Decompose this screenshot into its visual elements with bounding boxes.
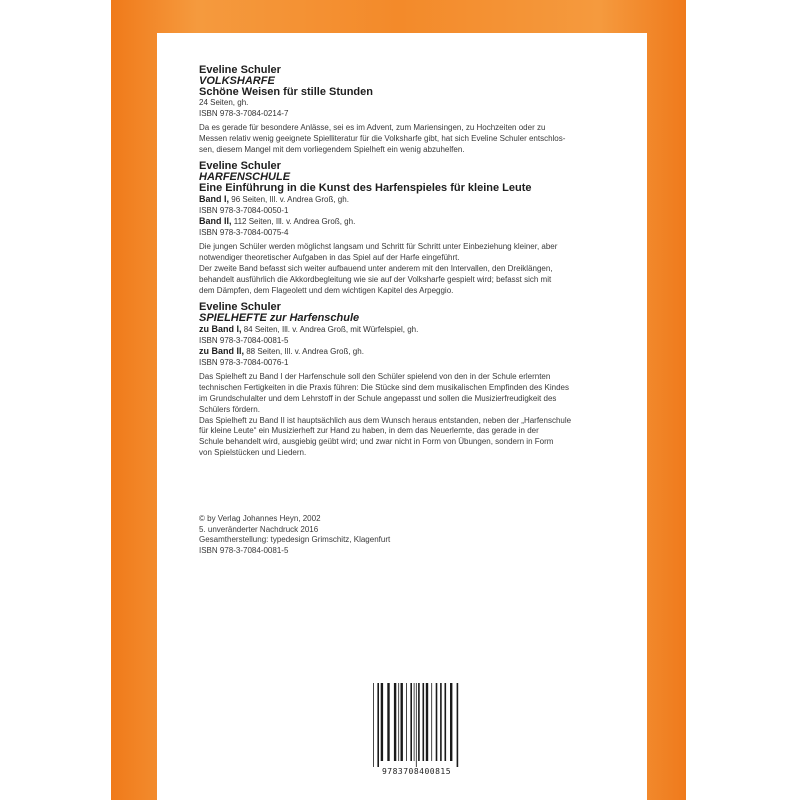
- book-subtitle: Eine Einführung in die Kunst des Harfenspieles für kleine Leute: [199, 182, 532, 195]
- author-name: Eveline Schuler: [199, 160, 281, 173]
- book-detail: [199, 98, 629, 109]
- description-line: von Spielstücken und Liedern.: [199, 447, 307, 457]
- book-title: SPIELHEFTE zur Harfenschule: [199, 312, 360, 325]
- description-line: für kleine Leute“ ein Musizierheft zur Hand zu haben, in dem das Neuerlernte, das gerade in der: [199, 426, 539, 436]
- description-line: Das Spielheft zu Band I der Harfenschule soll den Schüler spielend von den in der Schule erlernten: [199, 372, 551, 382]
- detail-text: 84 Seiten, Ill. v. Andrea Groß, mit Würfelspiel, gh.: [241, 325, 419, 335]
- barcode-bar: [418, 683, 420, 761]
- barcode-bar: [373, 683, 374, 767]
- book-listings: [199, 65, 629, 465]
- author-name: Eveline Schuler: [199, 301, 281, 314]
- barcode-bar: [387, 683, 389, 761]
- detail-text: ISBN 978-3-7084-0050-1: [199, 205, 289, 215]
- barcode-bars: [370, 683, 463, 767]
- barcode-bar: [394, 683, 396, 761]
- description-line: sen, diesem Mangel mit dem vorliegendem Spielheft ein wenig abzuhelfen.: [199, 144, 465, 154]
- book-entry: [199, 161, 629, 296]
- description-line: technischen Fertigkeiten in die Praxis führen: Die Stücke sind dem musikalischen Empfinden des Kindes: [199, 383, 569, 393]
- barcode-bar: [401, 683, 403, 761]
- detail-text: ISBN 978-3-7084-0075-4: [199, 227, 289, 237]
- barcode-number: 9783708400815: [381, 767, 452, 776]
- book-description: [199, 123, 629, 155]
- imprint-line: Gesamtherstellung: typedesign Grimschitz, Klagenfurt: [199, 535, 391, 545]
- barcode-bar: [414, 683, 415, 761]
- book-description: [199, 372, 629, 458]
- barcode-bar: [406, 683, 407, 761]
- book-detail: [199, 216, 629, 228]
- author-name: Eveline Schuler: [199, 64, 281, 76]
- detail-text: 88 Seiten, Ill. v. Andrea Groß, gh.: [244, 347, 364, 357]
- book-title: HARFENSCHULE: [199, 171, 291, 184]
- book-detail: [199, 324, 629, 336]
- imprint: [199, 514, 390, 556]
- detail-text: ISBN 978-3-7084-0214-7: [199, 108, 289, 118]
- description-line: Das Spielheft zu Band II ist hauptsächlich aus dem Wunsch heraus entstanden, neben der „Harfenschule: [199, 415, 572, 425]
- book-entry: [199, 65, 629, 155]
- description-line: dem Dämpfen, dem Flageolett und dem wichtigen Kapitel des Arpeggio.: [199, 285, 454, 295]
- book-detail: [199, 336, 629, 347]
- text-panel: [157, 33, 647, 800]
- barcode-bar: [423, 683, 425, 761]
- description-line: Der zweite Band befasst sich weiter aufbauend unter anderem mit den Intervallen, den Dreiklängen,: [199, 263, 553, 273]
- book-detail: [199, 206, 629, 217]
- volume-label: Band I,: [199, 194, 230, 205]
- imprint-line: 5. unveränderter Nachdruck 2016: [199, 524, 319, 534]
- imprint-line: ISBN 978-3-7084-0081-5: [199, 545, 289, 555]
- book-detail: [199, 346, 629, 358]
- description-line: Die jungen Schüler werden möglichst langsam und Schritt für Schritt unter Einbeziehung kleiner, aber: [199, 242, 558, 252]
- barcode-bar: [431, 683, 432, 761]
- description-line: behandelt ausführlich die Akkordbegleitung wie sie auf der Volksharfe gespielt wird; befasst sich mit: [199, 274, 552, 284]
- book-detail: [199, 194, 629, 206]
- imprint-line: © by Verlag Johannes Heyn, 2002: [199, 514, 321, 523]
- barcode-bar: [410, 683, 412, 761]
- barcode-bar: [445, 683, 447, 761]
- barcode-bar: [440, 683, 442, 761]
- barcode-bar: [426, 683, 428, 761]
- description-line: im Grundschulalter und dem Lehrstoff in der Schule angepasst und sollen die Musizierfreudigkeit des: [199, 393, 557, 403]
- barcode-bar: [381, 683, 383, 761]
- book-detail: [199, 109, 629, 120]
- description-line: Schule behandelt wird, ausgiebig geübt wird; und zwar nicht in Form von Übungen, sondern in Form: [199, 437, 554, 447]
- volume-label: zu Band II,: [199, 346, 244, 357]
- detail-text: ISBN 978-3-7084-0081-5: [199, 335, 289, 345]
- book-title: VOLKSHARFE: [199, 75, 275, 87]
- barcode-bar: [416, 683, 417, 767]
- book-subtitle: Schöne Weisen für stille Stunden: [199, 86, 373, 98]
- book-entry: [199, 302, 629, 458]
- detail-text: ISBN 978-3-7084-0076-1: [199, 357, 289, 367]
- description-line: Schülers fördern.: [199, 404, 260, 414]
- detail-text: 96 Seiten, Ill. v. Andrea Groß, gh.: [229, 195, 349, 205]
- barcode-bar: [398, 683, 399, 761]
- book-detail: [199, 228, 629, 239]
- detail-text: 24 Seiten, gh.: [199, 98, 249, 107]
- description-line: notwendiger theoretischer Aufgaben in das Spiel auf der Harfe eingeführt.: [199, 253, 460, 263]
- book-detail: [199, 358, 629, 369]
- isbn-barcode: [370, 683, 463, 798]
- detail-text: 112 Seiten, Ill. v. Andrea Groß, gh.: [231, 217, 356, 227]
- volume-label: zu Band I,: [199, 324, 242, 335]
- volume-label: Band II,: [199, 216, 232, 227]
- barcode-bar: [436, 683, 438, 761]
- description-line: Da es gerade für besondere Anlässe, sei es im Advent, zum Mariensingen, zu Hochzeiten oder zu: [199, 123, 546, 132]
- book-description: [199, 242, 629, 296]
- description-line: Messen relativ wenig geeignete Spielliteratur für die Volksharfe gibt, hat sich Eveline Schuler entschlos-: [199, 133, 566, 143]
- barcode-bar: [457, 683, 459, 767]
- barcode-bar: [450, 683, 452, 761]
- barcode-bar: [377, 683, 379, 767]
